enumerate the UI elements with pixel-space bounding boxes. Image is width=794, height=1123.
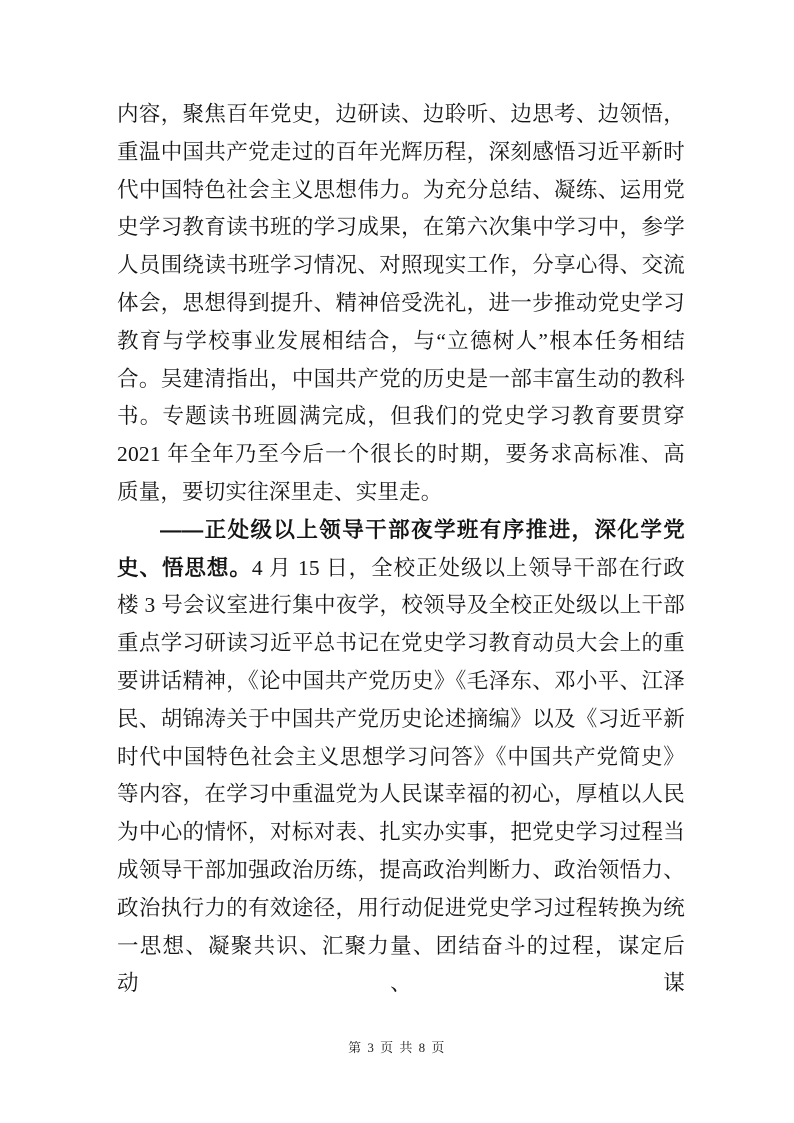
text-run: 内容，聚焦百年党史，边研读、边聆听、边思考、边领悟，重温中国共产党走过的百年光辉历程，深刻感悟习近平新时代中国特色社会主义思想伟力。为充分总结、凝练、运用党史学习教育读书班的学习成果，在第六次集中学习中，参学人员围绕读书班学习情况、对照现实工作，分享心得、交流体会，思想得到提升、精神倍受洗礼，进一步推动党史学习教育与学校事业发展相结合，与“立德树人”根本任务相结合。吴建清指出，中国共产党的历史是一部丰富生动的教科书。专题读书班圆满完成，但我们的党史学习教育要贯穿 2021 年全年乃至今后一个很长的时期，要务求高标准、高质量，要切实往深里走、实里走。 bbox=[117, 102, 685, 504]
page-number: 第 3 页 共 8 页 bbox=[348, 1040, 446, 1055]
text-run: 4 月 15 日，全校正处级以上领导干部在行政楼 3 号会议室进行集中夜学，校领导及全校正处级以上干部重点学习研读习近平总书记在党史学习教育动员大会上的重要讲话精神，《论中国共产党历史》《毛泽东、邓小平、江泽民、胡锦涛关于中国共产党历史论述摘编》以及《习近平新时代中国特色社会主义思想学习问答》《中国共产党简史》等内容，在学习中重温党为人民谋幸福的初心，厚植以人民为中心的情怀，对标对表、扎实办实事，把党史学习过程当成领导干部加强政治历练，提高政治判断力、政治领悟力、政治执行力的有效途径，用行动促进党史学习过程转换为统一思想、凝聚共识、汇聚力量、团结奋斗的过程，谋定后动、谋 bbox=[117, 555, 685, 996]
document-body bbox=[117, 96, 685, 1003]
page-footer bbox=[0, 1037, 794, 1057]
paragraph bbox=[117, 96, 685, 512]
paragraph bbox=[117, 512, 685, 1003]
text-run-bold-lead: ——正处级以上领导干部夜学班有序推进，深化学党史、悟思想。 bbox=[117, 517, 685, 580]
